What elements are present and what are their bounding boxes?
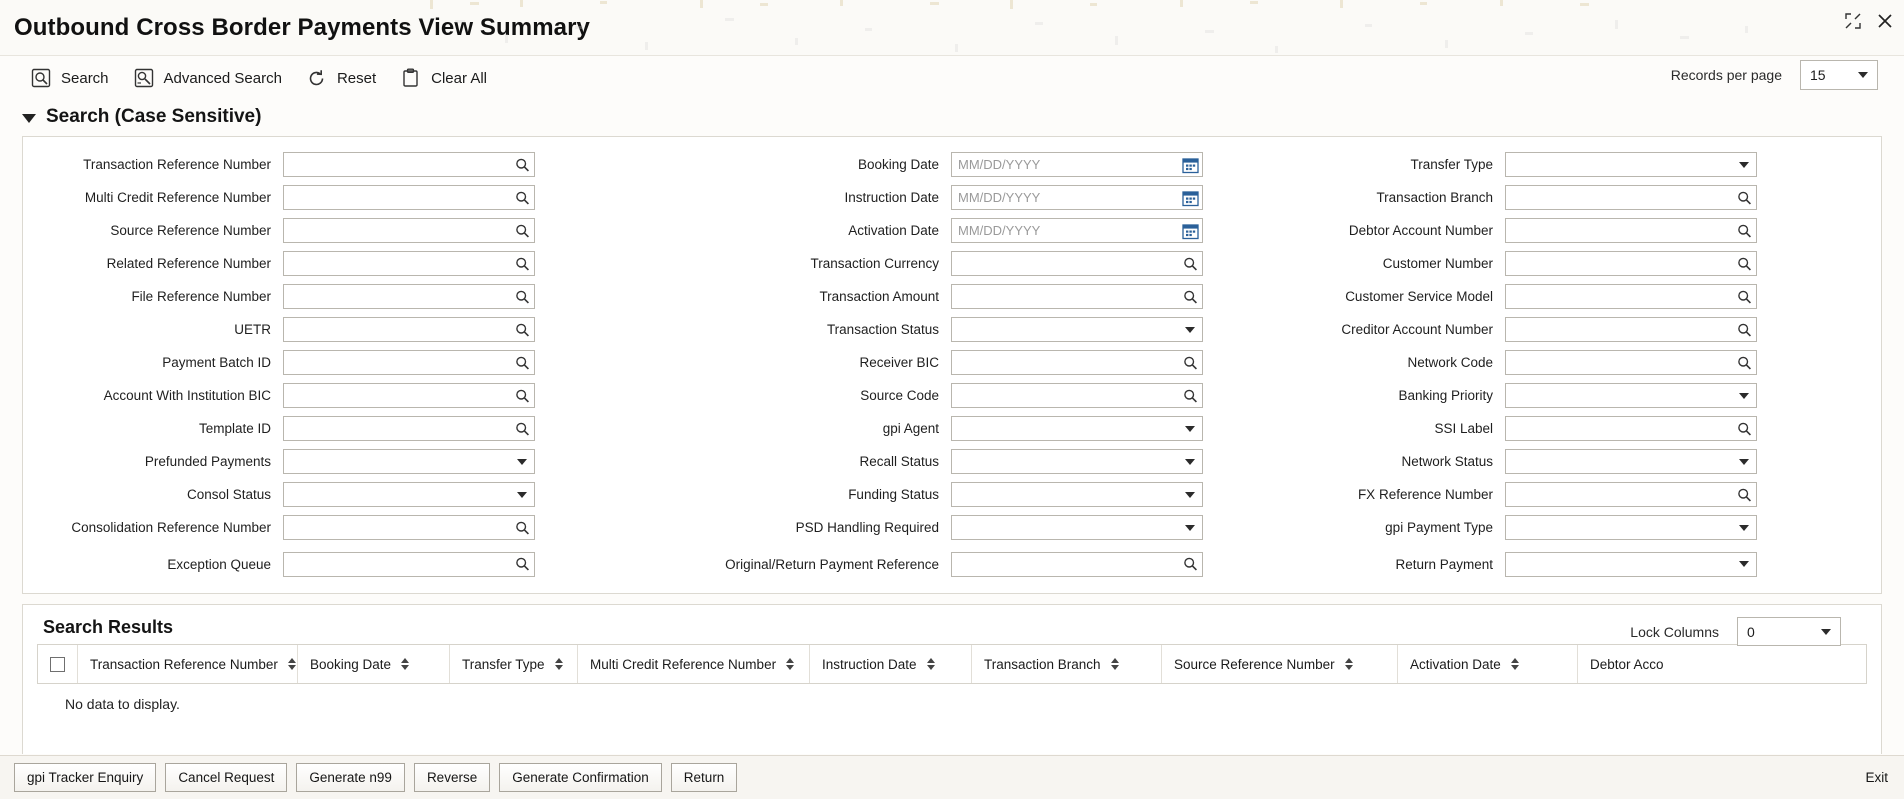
title-bar bbox=[0, 0, 1904, 56]
exit-link[interactable]: Exit bbox=[1865, 770, 1888, 785]
reverse-button[interactable]: Reverse bbox=[414, 763, 490, 792]
advanced-search-button[interactable] bbox=[125, 63, 298, 93]
transaction-status-select[interactable] bbox=[951, 317, 1203, 342]
field-label: Transaction Status bbox=[826, 322, 939, 337]
field-label: PSD Handling Required bbox=[795, 520, 939, 535]
field-row bbox=[1257, 250, 1865, 277]
chevron-down-icon bbox=[1185, 525, 1195, 531]
records-per-page-value: 15 bbox=[1810, 67, 1826, 83]
field-label: Transfer Type bbox=[1410, 157, 1493, 172]
search-section-title: Search (Case Sensitive) bbox=[46, 106, 262, 127]
consol-status-select[interactable] bbox=[283, 482, 535, 507]
column-label: Instruction Date bbox=[822, 656, 917, 672]
magnifier-icon[interactable] bbox=[1737, 289, 1752, 304]
clear-all-icon bbox=[400, 67, 422, 89]
field-row bbox=[1257, 448, 1865, 475]
account-with-institution-bic-input[interactable] bbox=[283, 383, 535, 408]
psd-handling-required-select[interactable] bbox=[951, 515, 1203, 540]
field-label: Consolidation Reference Number bbox=[71, 520, 271, 535]
magnifier-icon[interactable] bbox=[515, 289, 530, 304]
customer-service-model-input[interactable] bbox=[1505, 284, 1757, 309]
chevron-down-icon bbox=[1739, 393, 1749, 399]
transaction-amount-input[interactable] bbox=[951, 284, 1203, 309]
prefunded-payments-select[interactable] bbox=[283, 449, 535, 474]
advanced-search-icon bbox=[133, 67, 155, 89]
field-row bbox=[645, 481, 1257, 508]
field-row bbox=[645, 547, 1257, 581]
field-row bbox=[1257, 316, 1865, 343]
field-row bbox=[33, 415, 645, 442]
field-row bbox=[33, 448, 645, 475]
field-label: Transaction Amount bbox=[819, 289, 939, 304]
footer-action-bar bbox=[0, 755, 1904, 799]
field-row bbox=[645, 415, 1257, 442]
recall-status-select[interactable] bbox=[951, 449, 1203, 474]
column-label: Source Reference Number bbox=[1174, 656, 1335, 672]
chevron-down-icon bbox=[1739, 162, 1749, 168]
field-row bbox=[1257, 283, 1865, 310]
network-code-input[interactable] bbox=[1505, 350, 1757, 375]
field-row bbox=[33, 184, 645, 211]
transaction-currency-input[interactable] bbox=[951, 251, 1203, 276]
chevron-down-icon bbox=[1821, 629, 1831, 635]
field-row bbox=[1257, 151, 1865, 178]
empty-state-message: No data to display. bbox=[65, 696, 180, 712]
column-label: Booking Date bbox=[310, 656, 392, 672]
field-label: Consol Status bbox=[186, 487, 271, 502]
select-all-header[interactable] bbox=[38, 645, 78, 683]
field-row bbox=[645, 283, 1257, 310]
column-header-instruction-date[interactable] bbox=[810, 645, 972, 683]
search-column-1 bbox=[33, 151, 645, 581]
return-payment-select[interactable] bbox=[1505, 552, 1757, 577]
related-reference-number-input[interactable] bbox=[283, 251, 535, 276]
field-label: Payment Batch ID bbox=[162, 355, 271, 370]
chevron-down-icon bbox=[22, 114, 36, 123]
field-label: Transaction Currency bbox=[810, 256, 939, 271]
source-code-input[interactable] bbox=[951, 383, 1203, 408]
banking-priority-select[interactable] bbox=[1505, 383, 1757, 408]
magnifier-icon[interactable] bbox=[1737, 322, 1752, 337]
column-label: Transfer Type bbox=[462, 656, 545, 672]
field-label: Source Code bbox=[860, 388, 939, 403]
funding-status-select[interactable] bbox=[951, 482, 1203, 507]
field-row bbox=[33, 349, 645, 376]
field-label: Template ID bbox=[198, 421, 271, 436]
field-label: File Reference Number bbox=[131, 289, 271, 304]
sort-icon[interactable] bbox=[401, 658, 409, 670]
field-row bbox=[1257, 217, 1865, 244]
magnifier-icon[interactable] bbox=[515, 421, 530, 436]
field-label: Related Reference Number bbox=[106, 256, 271, 271]
field-label: Account With Institution BIC bbox=[103, 388, 271, 403]
chevron-down-icon bbox=[517, 459, 527, 465]
field-label: Creditor Account Number bbox=[1341, 322, 1493, 337]
gpi-agent-select[interactable] bbox=[951, 416, 1203, 441]
select-all-checkbox[interactable] bbox=[50, 657, 65, 672]
search-button[interactable] bbox=[22, 63, 125, 93]
magnifier-icon[interactable] bbox=[515, 256, 530, 271]
magnifier-icon[interactable] bbox=[515, 322, 530, 337]
field-row bbox=[1257, 415, 1865, 442]
return-button[interactable]: Return bbox=[671, 763, 738, 792]
source-reference-number-input[interactable] bbox=[283, 218, 535, 243]
field-row bbox=[33, 250, 645, 277]
field-label: Recall Status bbox=[859, 454, 939, 469]
field-row bbox=[645, 217, 1257, 244]
toolbar bbox=[0, 56, 1904, 100]
reset-icon bbox=[306, 67, 328, 89]
template-id-input[interactable] bbox=[283, 416, 535, 441]
sort-icon[interactable] bbox=[786, 658, 794, 670]
debtor-account-number-input[interactable] bbox=[1505, 218, 1757, 243]
field-row bbox=[1257, 547, 1865, 581]
field-label: Transaction Reference Number bbox=[83, 157, 271, 172]
field-placeholder: MM/DD/YYYY bbox=[958, 190, 1041, 205]
field-row bbox=[33, 547, 645, 581]
booking-date-input[interactable] bbox=[951, 152, 1203, 177]
lock-columns-label: Lock Columns bbox=[1630, 623, 1719, 640]
field-label: SSI Label bbox=[1434, 421, 1493, 436]
magnifier-icon[interactable] bbox=[515, 355, 530, 370]
field-label: UETR bbox=[234, 322, 271, 337]
field-label: Activation Date bbox=[848, 223, 939, 238]
calendar-icon[interactable] bbox=[1182, 189, 1199, 206]
customer-number-input[interactable] bbox=[1505, 251, 1757, 276]
field-label: Customer Number bbox=[1382, 256, 1493, 271]
magnifier-icon[interactable] bbox=[1737, 190, 1752, 205]
records-per-page-select[interactable] bbox=[1800, 60, 1878, 90]
sort-icon[interactable] bbox=[1345, 658, 1353, 670]
instruction-date-input[interactable] bbox=[951, 185, 1203, 210]
field-row bbox=[1257, 184, 1865, 211]
field-row bbox=[645, 448, 1257, 475]
lock-columns-group bbox=[1630, 617, 1841, 646]
chevron-down-icon bbox=[1185, 459, 1195, 465]
chevron-down-icon bbox=[517, 492, 527, 498]
magnifier-icon[interactable] bbox=[515, 388, 530, 403]
cancel-request-button[interactable]: Cancel Request bbox=[165, 763, 287, 792]
transfer-type-select[interactable] bbox=[1505, 152, 1757, 177]
results-table-header-row bbox=[37, 644, 1867, 684]
sort-icon[interactable] bbox=[288, 658, 296, 670]
advanced-search-button-label: Advanced Search bbox=[163, 69, 282, 87]
gpi-tracker-enquiry-button[interactable]: gpi Tracker Enquiry bbox=[14, 763, 156, 792]
column-header-transfer-type[interactable] bbox=[450, 645, 578, 683]
field-row bbox=[645, 184, 1257, 211]
field-label: Exception Queue bbox=[167, 556, 271, 572]
field-row bbox=[33, 283, 645, 310]
creditor-account-number-input[interactable] bbox=[1505, 317, 1757, 342]
magnifier-icon[interactable] bbox=[1183, 388, 1198, 403]
field-label: Debtor Account Number bbox=[1348, 223, 1493, 238]
field-row bbox=[645, 151, 1257, 178]
clear-all-button-label: Clear All bbox=[431, 69, 487, 87]
magnifier-icon[interactable] bbox=[1183, 355, 1198, 370]
magnifier-icon[interactable] bbox=[1737, 223, 1752, 238]
search-panel bbox=[22, 136, 1882, 594]
magnifier-icon[interactable] bbox=[1737, 487, 1752, 502]
ssi-label-input[interactable] bbox=[1505, 416, 1757, 441]
column-header-debtor-account[interactable] bbox=[1578, 645, 1758, 683]
records-per-page-label: Records per page bbox=[1670, 67, 1782, 83]
results-table bbox=[23, 644, 1881, 712]
field-row bbox=[645, 316, 1257, 343]
field-row bbox=[33, 316, 645, 343]
field-label: FX Reference Number bbox=[1357, 487, 1493, 502]
search-column-2 bbox=[645, 151, 1257, 581]
chevron-down-icon bbox=[1858, 72, 1868, 78]
chevron-down-icon bbox=[1185, 492, 1195, 498]
sort-icon[interactable] bbox=[555, 658, 563, 670]
file-reference-number-input[interactable] bbox=[283, 284, 535, 309]
magnifier-icon[interactable] bbox=[515, 520, 530, 535]
magnifier-icon[interactable] bbox=[515, 557, 530, 572]
gpi-payment-type-select[interactable] bbox=[1505, 515, 1757, 540]
lock-columns-value: 0 bbox=[1747, 623, 1755, 640]
exception-queue-input[interactable] bbox=[283, 552, 535, 577]
column-header-transaction-reference-number[interactable] bbox=[78, 645, 298, 683]
field-row bbox=[645, 514, 1257, 541]
field-placeholder: MM/DD/YYYY bbox=[958, 223, 1041, 238]
chevron-down-icon bbox=[1739, 561, 1749, 567]
field-row bbox=[1257, 514, 1865, 541]
minimize-icon[interactable] bbox=[1844, 12, 1862, 30]
column-label: Debtor Acco bbox=[1590, 656, 1664, 672]
column-label: Transaction Reference Number bbox=[90, 656, 278, 672]
chevron-down-icon bbox=[1739, 525, 1749, 531]
activation-date-input[interactable] bbox=[951, 218, 1203, 243]
column-label: Transaction Branch bbox=[984, 656, 1101, 672]
field-label: Return Payment bbox=[1395, 556, 1493, 572]
field-row bbox=[33, 514, 645, 541]
field-row bbox=[645, 382, 1257, 409]
column-header-transaction-branch[interactable] bbox=[972, 645, 1162, 683]
column-header-source-reference-number[interactable] bbox=[1162, 645, 1398, 683]
column-header-booking-date[interactable] bbox=[298, 645, 450, 683]
chevron-down-icon bbox=[1185, 426, 1195, 432]
reset-button[interactable] bbox=[298, 63, 392, 93]
field-row bbox=[1257, 382, 1865, 409]
uetr-input[interactable] bbox=[283, 317, 535, 342]
magnifier-icon[interactable] bbox=[1737, 256, 1752, 271]
lock-columns-select[interactable] bbox=[1737, 617, 1841, 646]
search-results-panel bbox=[22, 604, 1882, 754]
field-label: gpi Payment Type bbox=[1385, 520, 1493, 535]
sort-icon[interactable] bbox=[1511, 658, 1519, 670]
field-label: Transaction Branch bbox=[1376, 190, 1493, 205]
field-placeholder: MM/DD/YYYY bbox=[958, 157, 1041, 172]
field-label: Multi Credit Reference Number bbox=[84, 190, 271, 205]
calendar-icon[interactable] bbox=[1182, 222, 1199, 239]
window-controls bbox=[1844, 12, 1894, 30]
chevron-down-icon bbox=[1185, 327, 1195, 333]
field-label: Banking Priority bbox=[1398, 388, 1493, 403]
generate-n99-button[interactable]: Generate n99 bbox=[296, 763, 405, 792]
field-label: Instruction Date bbox=[844, 190, 939, 205]
search-section-header[interactable] bbox=[0, 100, 1904, 136]
magnifier-icon[interactable] bbox=[1737, 355, 1752, 370]
magnifier-icon[interactable] bbox=[515, 157, 530, 172]
consolidation-reference-number-input[interactable] bbox=[283, 515, 535, 540]
close-icon[interactable] bbox=[1876, 12, 1894, 30]
field-label: Customer Service Model bbox=[1345, 289, 1493, 304]
search-results-title: Search Results bbox=[43, 617, 174, 637]
field-row bbox=[645, 349, 1257, 376]
transaction-branch-input[interactable] bbox=[1505, 185, 1757, 210]
chevron-down-icon bbox=[1739, 459, 1749, 465]
search-column-3 bbox=[1257, 151, 1865, 581]
magnifier-icon[interactable] bbox=[1183, 256, 1198, 271]
column-header-multi-credit-reference-number[interactable] bbox=[578, 645, 810, 683]
field-row bbox=[33, 151, 645, 178]
search-icon bbox=[30, 67, 52, 89]
field-row bbox=[33, 481, 645, 508]
column-label: Activation Date bbox=[1410, 656, 1501, 672]
payment-batch-id-input[interactable] bbox=[283, 350, 535, 375]
magnifier-icon[interactable] bbox=[1183, 289, 1198, 304]
generate-confirmation-button[interactable]: Generate Confirmation bbox=[499, 763, 662, 792]
magnifier-icon[interactable] bbox=[515, 190, 530, 205]
reset-button-label: Reset bbox=[336, 69, 377, 87]
field-row bbox=[33, 217, 645, 244]
field-label: Network Code bbox=[1407, 355, 1493, 370]
column-label: Multi Credit Reference Number bbox=[590, 656, 777, 672]
search-button-label: Search bbox=[61, 69, 109, 87]
field-row bbox=[1257, 349, 1865, 376]
receiver-bic-input[interactable] bbox=[951, 350, 1203, 375]
clear-all-button[interactable] bbox=[392, 63, 503, 93]
records-per-page-group bbox=[1671, 60, 1878, 90]
magnifier-icon[interactable] bbox=[515, 223, 530, 238]
field-row bbox=[1257, 481, 1865, 508]
network-status-select[interactable] bbox=[1505, 449, 1757, 474]
field-label: Source Reference Number bbox=[110, 223, 271, 238]
search-results-header bbox=[23, 605, 1881, 644]
magnifier-icon[interactable] bbox=[1183, 557, 1198, 572]
transaction-reference-number-input[interactable] bbox=[283, 152, 535, 177]
multi-credit-reference-number-input[interactable] bbox=[283, 185, 535, 210]
original-return-payment-reference-input[interactable] bbox=[951, 552, 1203, 577]
magnifier-icon[interactable] bbox=[1737, 421, 1752, 436]
sort-icon[interactable] bbox=[1111, 658, 1119, 670]
field-row bbox=[33, 382, 645, 409]
field-row bbox=[645, 250, 1257, 277]
window-title: Outbound Cross Border Payments View Summary bbox=[14, 13, 590, 41]
field-label: Original/Return Payment Reference bbox=[725, 556, 939, 572]
field-label: Booking Date bbox=[857, 157, 939, 172]
calendar-icon[interactable] bbox=[1182, 156, 1199, 173]
field-label: Receiver BIC bbox=[859, 355, 939, 370]
field-label: Prefunded Payments bbox=[144, 454, 271, 469]
field-label: gpi Agent bbox=[882, 421, 939, 436]
field-label: Funding Status bbox=[848, 487, 939, 502]
field-label: Network Status bbox=[1401, 454, 1493, 469]
sort-icon[interactable] bbox=[927, 658, 935, 670]
fx-reference-number-input[interactable] bbox=[1505, 482, 1757, 507]
column-header-activation-date[interactable] bbox=[1398, 645, 1578, 683]
